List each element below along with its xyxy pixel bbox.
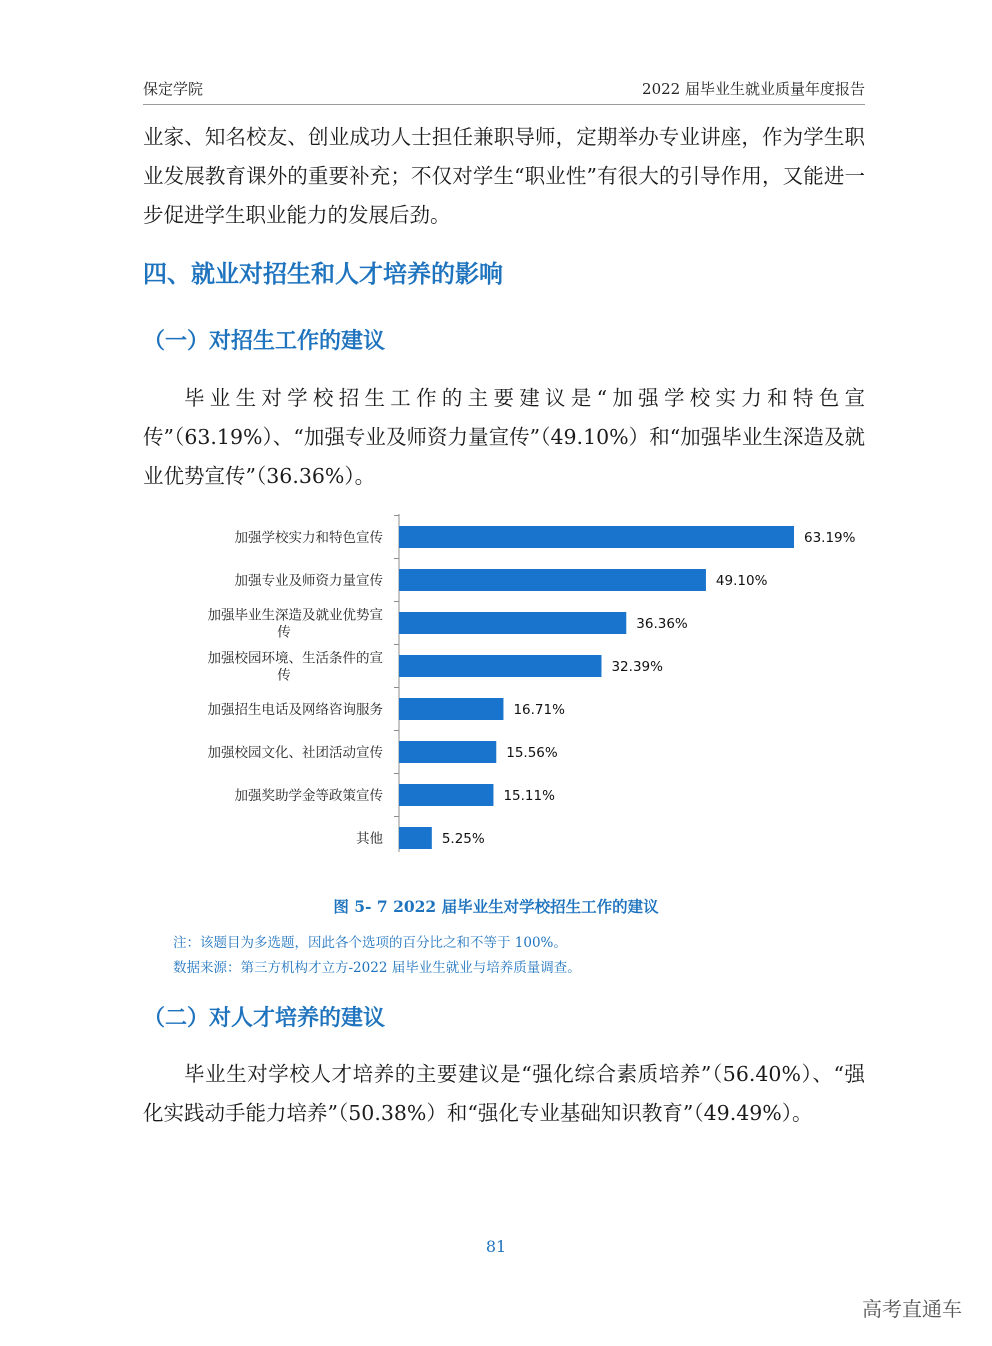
chart-bar — [399, 526, 794, 548]
chart-value-label: 32.39% — [611, 659, 663, 675]
chart-category-label: 加强学校实力和特色宣传 — [234, 530, 383, 546]
admissions-paragraph: 毕业生对学校招生工作的主要建议是“加强学校实力和特色宣传”（63.19%）、“加强专业及师资力量宣传”（49.10%）和“加强毕业生深造及就业优势宣传”（36.36%）。 — [143, 386, 865, 488]
watermark-text: 高考直通车 — [862, 1297, 962, 1321]
chart-category-label: 传 — [277, 667, 291, 684]
chart-category-label: 加强招生电话及网络咨询服务 — [207, 702, 383, 718]
chart-category-label: 其他 — [356, 831, 383, 847]
chart-value-label: 36.36% — [636, 616, 688, 632]
figure-source: 数据来源：第三方机构才立方-2022 届毕业生就业与培养质量调查。 — [173, 960, 581, 976]
chart-bar — [399, 784, 493, 806]
training-paragraph: 毕业生对学校人才培养的主要建议是“强化综合素质培养”（56.40%）、“强化实践动手能力培养”（50.38%）和“强化专业基础知识教育”（49.49%）。 — [143, 1062, 865, 1125]
chart-bar — [399, 569, 706, 591]
chart-bar — [399, 698, 503, 720]
chart-category-label: 加强校园文化、社团活动宣传 — [207, 745, 383, 761]
chart-value-label: 63.19% — [804, 530, 856, 546]
chart-category-label: 加强奖助学金等政策宣传 — [234, 788, 383, 804]
header-divider — [143, 104, 865, 105]
header-report-title: 2022 届毕业生就业质量年度报告 — [642, 80, 865, 98]
intro-paragraph: 业家、知名校友、创业成功人士担任兼职导师，定期举办专业讲座，作为学生职业发展教育课外的重要补充；不仅对学生“职业性”有很大的引导作用，又能进一步促进学生职业能力的发展后劲。 — [143, 125, 865, 227]
chart-bar — [399, 612, 626, 634]
chart-category-label: 加强校园环境、生活条件的宣 — [207, 650, 383, 667]
chart-value-label: 16.71% — [513, 702, 565, 718]
chart-category-label: 传 — [277, 624, 291, 641]
subsection-heading-training: （二）对人才培养的建议 — [143, 1006, 386, 1031]
chart-value-label: 15.11% — [503, 788, 555, 804]
figure-caption: 图 5- 7 2022 届毕业生对学校招生工作的建议 — [333, 897, 659, 916]
header-school-name: 保定学院 — [143, 80, 204, 98]
admissions-suggestions-bar-chart — [140, 506, 870, 858]
chart-value-label: 15.56% — [506, 745, 558, 761]
section-heading: 四、就业对招生和人才培养的影响 — [143, 260, 503, 288]
chart-value-label: 5.25% — [441, 831, 485, 847]
figure-note: 注：该题目为多选题，因此各个选项的百分比之和不等于 100%。 — [173, 935, 567, 951]
chart-bar — [399, 655, 601, 677]
chart-category-label: 加强专业及师资力量宣传 — [234, 573, 383, 589]
page-number: 81 — [485, 1237, 507, 1256]
subsection-heading-admissions: （一）对招生工作的建议 — [143, 329, 386, 354]
chart-bar — [399, 827, 432, 849]
chart-category-label: 加强毕业生深造及就业优势宣 — [207, 607, 383, 624]
chart-value-label: 49.10% — [715, 573, 768, 589]
chart-bar — [399, 741, 496, 763]
